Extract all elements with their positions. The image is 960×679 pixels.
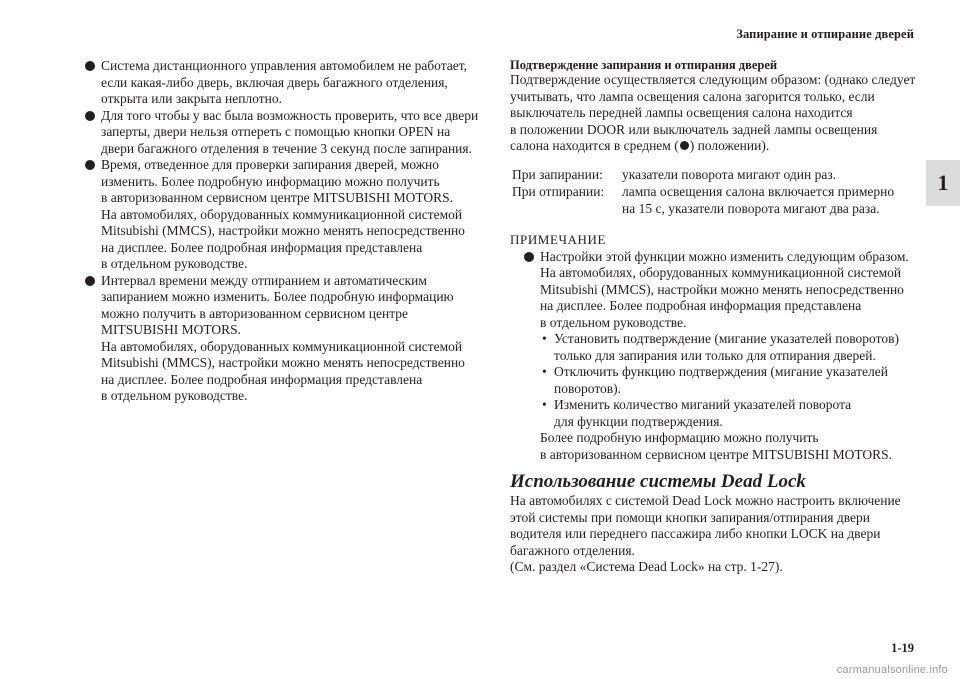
text-line: лампа освещения салона включается примерно — [622, 184, 895, 199]
right-column — [510, 58, 920, 576]
text-line: в отдельном руководстве. — [101, 256, 248, 271]
text-line: указатели поворота мигают один раз. — [622, 166, 837, 182]
text-line: поворотов). — [554, 380, 622, 396]
bullet-dot-small-icon: • — [542, 331, 547, 346]
text-line: в авторизованном сервисном центре MITSUBISHI MOTORS. — [101, 190, 454, 205]
dead-lock-section-title: Использование системы Dead Lock — [510, 471, 806, 492]
table-cell-value — [622, 184, 894, 218]
bullet-item — [85, 157, 480, 273]
section-header-title: Запирание и отпирание дверей — [736, 27, 914, 41]
text-line: Система дистанционного управления автомобилем не работает, — [101, 58, 468, 73]
text-line: этой системы при помощи кнопки запирания/отпирания двери — [510, 509, 871, 525]
text-line: на дисплее. Более подробная информация представлена — [101, 239, 423, 255]
text-line: Для того чтобы у вас была возможность проверить, что все двери — [101, 107, 479, 123]
bullet-dot-icon — [85, 276, 95, 286]
note-block — [510, 249, 920, 464]
bullet-dot-small-icon: • — [542, 364, 547, 379]
text-line — [510, 138, 920, 155]
text-line: Подтверждение осуществляется следующим образом: (однако следует — [510, 72, 916, 87]
text-line: Mitsubishi (MMCS), настройки можно менять непосредственно — [101, 223, 465, 238]
text-line: только для запирания или только для отпирания дверей. — [554, 347, 876, 363]
list-item — [540, 364, 920, 397]
table-cell-value — [622, 167, 894, 185]
text-line: заперты, двери нельзя отпереть с помощью кнопки OPEN на — [101, 124, 451, 139]
text-line: Отключить функцию подтверждения (мигание указателей — [554, 364, 888, 379]
text-line: Более подробную информацию можно получить — [540, 430, 819, 445]
text-line: учитывать, что лампа освещения салона загорится только, если — [510, 88, 875, 104]
text-line: MITSUBISHI MOTORS. — [101, 322, 242, 337]
text-line: багажного отделения. — [510, 542, 635, 558]
list-item — [540, 397, 920, 430]
table-cell-label: При отпирании: — [512, 184, 605, 199]
middle-position-dot-icon — [680, 141, 689, 150]
bullet-dot-icon — [85, 61, 95, 71]
text-line: если какая-либо дверь, включая дверь багажного отделения, — [101, 74, 448, 90]
bullet-item — [524, 249, 920, 332]
text-line: на 15 с, указатели поворота мигают два раза. — [622, 200, 880, 216]
bullet-item — [85, 58, 480, 108]
text-line: Mitsubishi (MMCS), настройки можно менять непосредственно — [101, 355, 465, 370]
text-line: Изменить количество миганий указателей поворота — [554, 397, 852, 412]
table-cell-label: При запирании: — [512, 166, 603, 182]
bullet-dot-small-icon: • — [542, 397, 547, 412]
bullet-item — [85, 108, 480, 158]
text-line: для функции подтверждения. — [554, 413, 723, 429]
text-line: На автомобилях с системой Dead Lock можно настроить включение — [510, 493, 901, 508]
text-line: запиранием можно изменить. Более подробную информацию — [101, 289, 454, 304]
text-fragment: ) положении). — [689, 138, 770, 153]
text-line: в авторизованном сервисном центре MITSUBISHI MOTORS. — [540, 446, 893, 462]
text-line: На автомобилях, оборудованных коммуникационной системой — [540, 265, 902, 280]
bullet-dot-icon — [85, 160, 95, 170]
text-line: водителя или переднего пассажира либо кнопки LOCK на двери — [510, 526, 881, 541]
text-line: На автомобилях, оборудованных коммуникационной системой — [101, 338, 463, 354]
page-reference: (См. раздел «Система Dead Lock» на стр. 1-27). — [510, 559, 783, 574]
text-line: двери багажного отделения в течение 3 секунд после запирания. — [101, 140, 472, 156]
text-line: Время, отведенное для проверки запирания дверей, можно — [101, 157, 440, 172]
dead-lock-body — [510, 493, 920, 576]
text-line: открыта или закрыта неплотно. — [101, 91, 282, 106]
table-row — [510, 184, 894, 218]
note-sub-list — [524, 331, 920, 430]
text-line: Mitsubishi (MMCS), настройки можно менять непосредственно — [540, 281, 904, 297]
text-line: Настройки этой функции можно изменить следующим образом. — [540, 248, 909, 264]
text-line: изменить. Более подробную информацию можно получить — [101, 173, 440, 189]
bullet-item — [85, 273, 480, 405]
left-column — [85, 58, 480, 405]
text-line: выключатель передней лампы освещения салона находится — [510, 105, 853, 120]
note-closing — [524, 430, 920, 463]
table-row — [510, 167, 894, 185]
text-line: На автомобилях, оборудованных коммуникационной системой — [101, 206, 463, 222]
text-line: в отдельном руководстве. — [101, 388, 248, 403]
bullet-dot-icon — [524, 252, 534, 262]
watermark: carmanualsonline.info — [836, 664, 948, 676]
signal-table — [510, 167, 894, 219]
text-fragment: салона находится в среднем ( — [510, 138, 679, 153]
bullet-dot-icon — [85, 111, 95, 121]
text-line: можно получить в авторизованном сервисном центре — [101, 305, 409, 321]
text-line: в отдельном руководстве. — [540, 314, 687, 330]
text-line: в положении DOOR или выключатель задней лампы освещения — [510, 121, 878, 137]
list-item — [540, 331, 920, 364]
page-number: 1-19 — [891, 641, 914, 655]
note-heading: ПРИМЕЧАНИЕ — [510, 232, 607, 247]
confirmation-heading: Подтверждение запирания и отпирания дверей — [510, 58, 778, 72]
text-line: на дисплее. Более подробная информация представлена — [101, 371, 423, 387]
chapter-tab: 1 — [926, 160, 960, 206]
text-line: Интервал времени между отпиранием и автоматическим — [101, 272, 427, 288]
text-line: Установить подтверждение (мигание указателей поворотов) — [554, 331, 899, 346]
text-line: на дисплее. Более подробная информация представлена — [540, 298, 862, 313]
